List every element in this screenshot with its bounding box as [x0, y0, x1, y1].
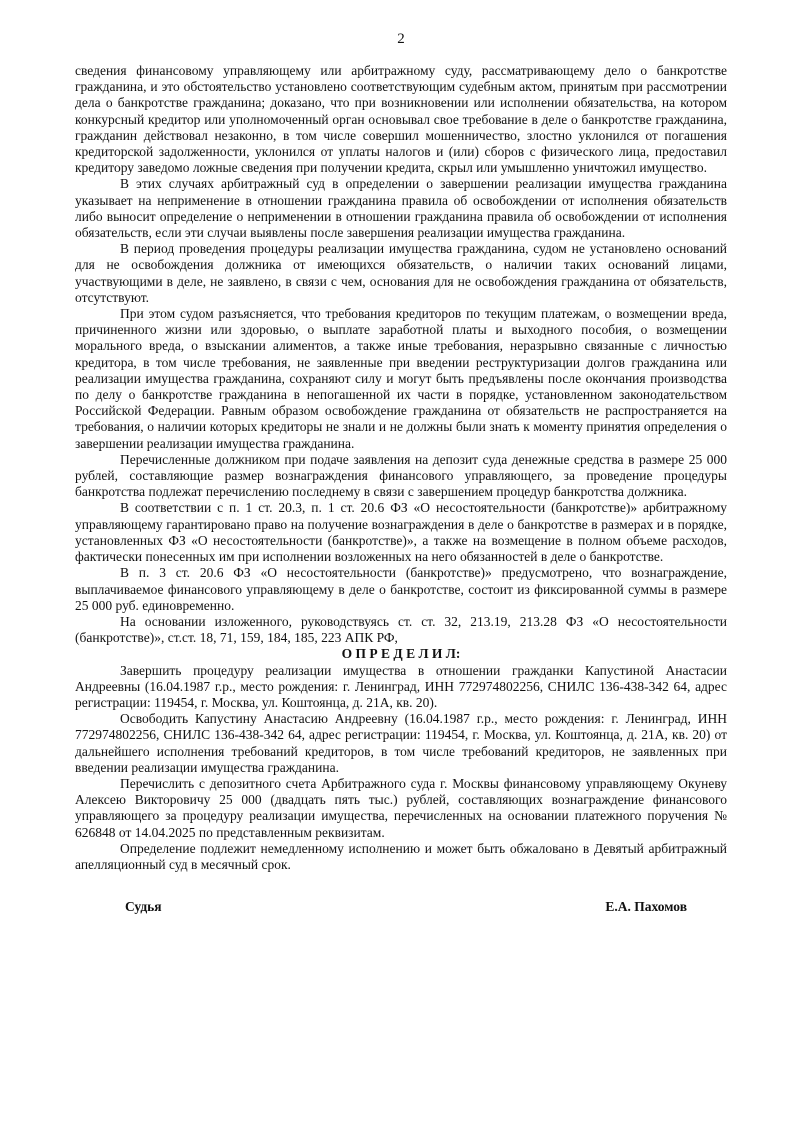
resolution-heading: О П Р Е Д Е Л И Л: — [341, 646, 461, 662]
resolution-paragraph: Освободить Капустину Анастасию Андреевну (16.04.1987 г.р., место рождения: г. Ленинград, ИНН 772974802256, СНИЛС 136-438-342 64, адрес регистрации: 119454, г. Москва, ул. Коштоянца, д. 21А, кв. 20) от дальнейшего исполнения требований кредиторов, в том числе требований кредиторов, не заявленных при введении реализации имущества гражданина. — [75, 711, 727, 775]
signature-block — [75, 899, 727, 915]
judge-name: Е.А. Пахомов — [605, 899, 687, 915]
body-paragraph: При этом судом разъясняется, что требования кредиторов по текущим платежам, о возмещении вреда, причиненного жизни или здоровью, о выплате заработной платы и выходного пособия, о возмещении морального вреда, о взыскании алиментов, а также иные требования, неразрывно связанные с личностью кредитора, в том числе требования, не заявленные при введении реструктуризации долгов гражданина или реализации имущества гражданина, сохраняют силу и могут быть предъявлены после окончания производства по делу о банкротстве гражданина в непогашенной их части в порядке, установленном законодательством Российской Федерации. Равным образом освобождение гражданина от обязательств не распространяется на требования, о наличии которых кредиторы не знали и не должны были знать к моменту принятия определения о завершении реализации имущества гражданина. — [75, 306, 727, 451]
resolution-paragraph: Перечислить с депозитного счета Арбитражного суда г. Москвы финансовому управляющему Окуневу Алексею Викторовичу 25 000 (двадцать пять тыс.) рублей, составляющих вознаграждение финансового управляющего за процедуру реализации имущества, перечисленных на основании платежного поручения № 626848 от 14.04.2025 по представленным реквизитам. — [75, 775, 727, 840]
body-paragraph: В соответствии с п. 1 ст. 20.3, п. 1 ст. 20.6 ФЗ «О несостоятельности (банкротстве)» арбитражному управляющему гарантировано право на получение вознаграждения в деле о банкротстве в размерах и в порядке, установленных ФЗ «О несостоятельности (банкротстве)», а также на возмещение в полном объеме расходов, фактически понесенных им при исполнении возложенных на него обязанностей в деле о банкротстве. — [75, 500, 727, 565]
resolution-paragraph: Определение подлежит немедленному исполнению и может быть обжаловано в Девятый арбитражный апелляционный суд в месячный срок. — [75, 840, 727, 872]
body-paragraph: В п. 3 ст. 20.6 ФЗ «О несостоятельности (банкротстве)» предусмотрено, что вознаграждение, выплачиваемое финансового управляющему в деле о банкротстве, состоит из фиксированной суммы в размере 25 000 руб. единовременно. — [75, 565, 727, 613]
body-paragraph: В период проведения процедуры реализации имущества гражданина, судом не установлено оснований для не освобождения должника от имеющихся обязательств, о наличии таких оснований лицами, участвующими в деле, не заявлено, в связи с чем, основания для не освобождения гражданина от обязательств, отсутствуют. — [75, 241, 727, 305]
body-paragraph: На основании изложенного, руководствуясь ст. ст. 32, 213.19, 213.28 ФЗ «О несостоятельности (банкротстве)», ст.ст. 18, 71, 159, 184, 185, 223 АПК РФ, — [75, 613, 727, 646]
page-number: 2 — [397, 31, 405, 47]
body-paragraph: В этих случаях арбитражный суд в определении о завершении реализации имущества гражданина указывает на неприменение в отношении гражданина правила об освобождении от исполнения обязательств либо выносит определение о неприменении в отношении гражданина правила об освобождении от исполнения обязательств, если эти случаи выявлены после завершения реализации имущества гражданина. — [75, 176, 727, 241]
resolution-paragraph: Завершить процедуру реализации имущества в отношении гражданки Капустиной Анастасии Андреевны (16.04.1987 г.р., место рождения: г. Ленинград, ИНН 772974802256, СНИЛС 136-438-342 64, адрес регистрации: 119454, г. Москва, ул. Коштоянца, д. 21А, кв. 20). — [75, 662, 727, 710]
body-paragraph: сведения финансовому управляющему или арбитражному суду, рассматривающему дело о банкротстве гражданина, и это обстоятельство установлено соответствующим судебным актом, принятым при рассмотрении дела о банкротстве гражданина; доказано, что при возникновении или исполнении обязательства, на котором конкурсный кредитор или уполномоченный орган основывал свое требование в деле о банкротстве гражданина, гражданин действовал незаконно, в том числе совершил мошенничество, злостно уклонился от погашения кредиторской задолженности, уклонился от уплаты налогов и (или) сборов с физического лица, предоставил кредитору заведомо ложные сведения при получении кредита, скрыл или умышленно уничтожил имущество. — [75, 63, 727, 176]
body-paragraph: Перечисленные должником при подаче заявления на депозит суда денежные средства в размере 25 000 рублей, составляющие размер вознаграждения финансового управляющего, за проведение процедуры банкротства подлежат перечислению последнему в связи с завершением процедур банкротства должника. — [75, 451, 727, 500]
judge-label: Судья — [125, 899, 162, 915]
